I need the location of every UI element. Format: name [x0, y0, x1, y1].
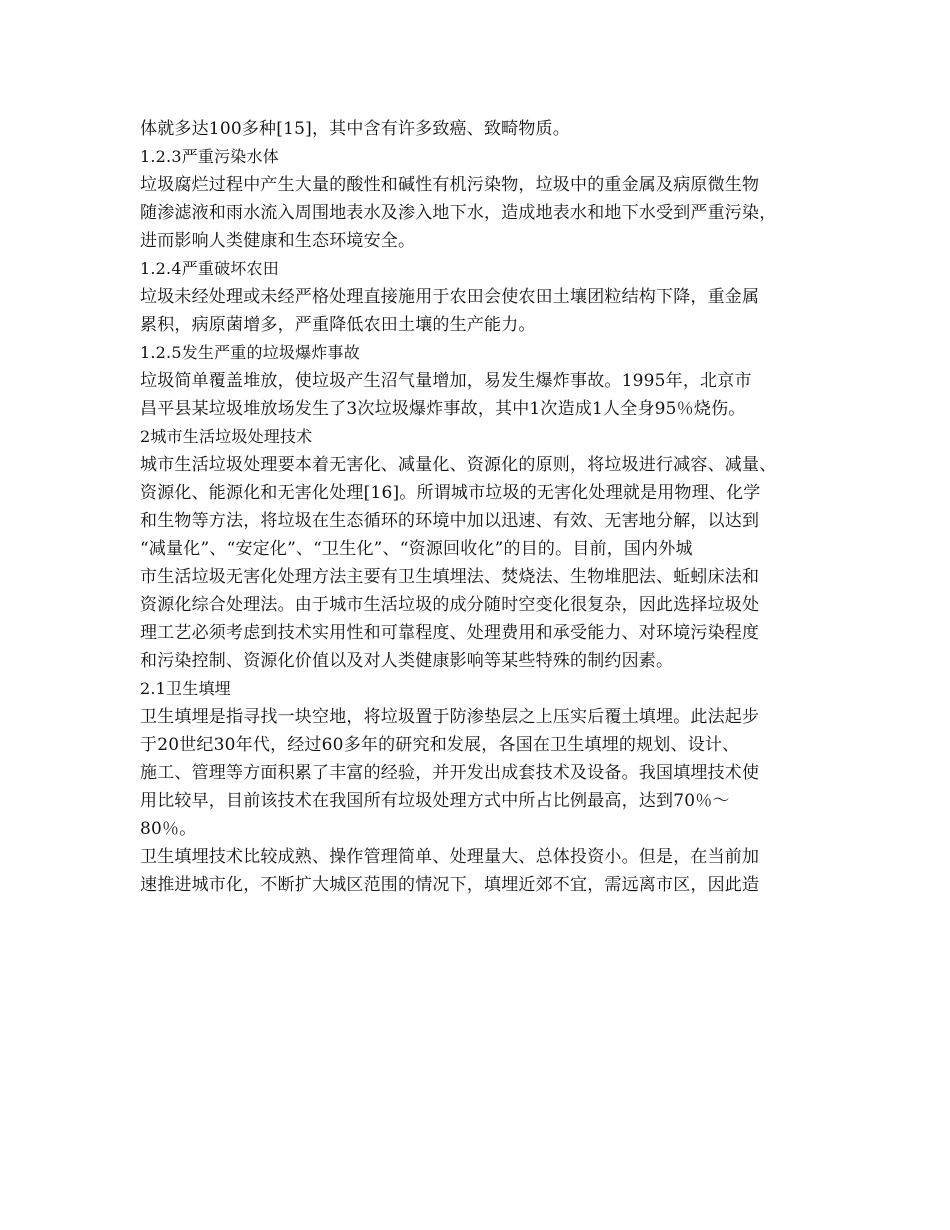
text-line: 80％。	[140, 819, 197, 839]
text-line: 于20世纪30年代，经过60多年的研究和发展，各国在卫生填埋的规划、设计、	[140, 735, 740, 755]
text-line: 资源化、能源化和无害化处理[16]。所谓城市垃圾的无害化处理就是用物理、化学	[140, 483, 761, 503]
text-line: 垃圾腐烂过程中产生大量的酸性和碱性有机污染物，垃圾中的重金属及病原微生物	[140, 175, 760, 195]
text-line: 垃圾简单覆盖堆放，使垃圾产生沼气量增加，易发生爆炸事故。1995年，北京市	[140, 371, 752, 391]
text-line: 垃圾未经处理或未经严格处理直接施用于农田会使农田土壤团粒结构下降，重金属	[140, 287, 760, 307]
text-line: 进而影响人类健康和生态环境安全。	[140, 231, 416, 251]
section-heading: 2.1卫生填埋	[140, 679, 231, 698]
text-line: 市生活垃圾无害化处理方法主要有卫生填埋法、焚烧法、生物堆肥法、蚯蚓床法和	[140, 567, 760, 587]
text-line: 城市生活垃圾处理要本着无害化、减量化、资源化的原则，将垃圾进行减容、减量、	[140, 455, 777, 475]
text-line: 和污染控制、资源化价值以及对人类健康影响等某些特殊的制约因素。	[140, 651, 674, 671]
section-heading: 1.2.4严重破坏农田	[140, 259, 279, 278]
text-line: 速推进城市化，不断扩大城区范围的情况下，填埋近郊不宜，需远离市区，因此造	[140, 875, 760, 895]
text-line: “减量化”、“安定化”、“卫生化”、“资源回收化”的目的。目前，国内外城	[140, 539, 693, 559]
text-line: 体就多达100多种[15]，其中含有许多致癌、致畸物质。	[140, 119, 570, 139]
document-body	[140, 115, 820, 899]
text-line: 卫生填埋是指寻找一块空地，将垃圾置于防渗垫层之上压实后覆土填埋。此法起步	[140, 707, 760, 727]
text-line: 用比较早，目前该技术在我国所有垃圾处理方式中所占比例最高，达到70％～	[140, 791, 730, 811]
text-line: 随渗滤液和雨水流入周围地表水及渗入地下水，造成地表水和地下水受到严重污染，	[140, 203, 777, 223]
text-line: 施工、管理等方面积累了丰富的经验，并开发出成套技术及设备。我国填埋技术使	[140, 763, 760, 783]
section-heading: 2城市生活垃圾处理技术	[140, 427, 313, 446]
text-line: 昌平县某垃圾堆放场发生了3次垃圾爆炸事故，其中1次造成1人全身95％烧伤。	[140, 399, 746, 419]
text-line: 卫生填埋技术比较成熟、操作管理简单、处理量大、总体投资小。但是，在当前加	[140, 847, 760, 867]
text-line: 理工艺必须考虑到技术实用性和可靠程度、处理费用和承受能力、对环境污染程度	[140, 623, 760, 643]
text-line: 和生物等方法，将垃圾在生态循环的环境中加以迅速、有效、无害地分解，以达到	[140, 511, 760, 531]
section-heading: 1.2.3严重污染水体	[140, 147, 279, 166]
section-heading: 1.2.5发生严重的垃圾爆炸事故	[140, 343, 360, 362]
text-line: 资源化综合处理法。由于城市生活垃圾的成分随时空变化很复杂，因此选择垃圾处	[140, 595, 760, 615]
text-line: 累积，病原菌增多，严重降低农田土壤的生产能力。	[140, 315, 536, 335]
